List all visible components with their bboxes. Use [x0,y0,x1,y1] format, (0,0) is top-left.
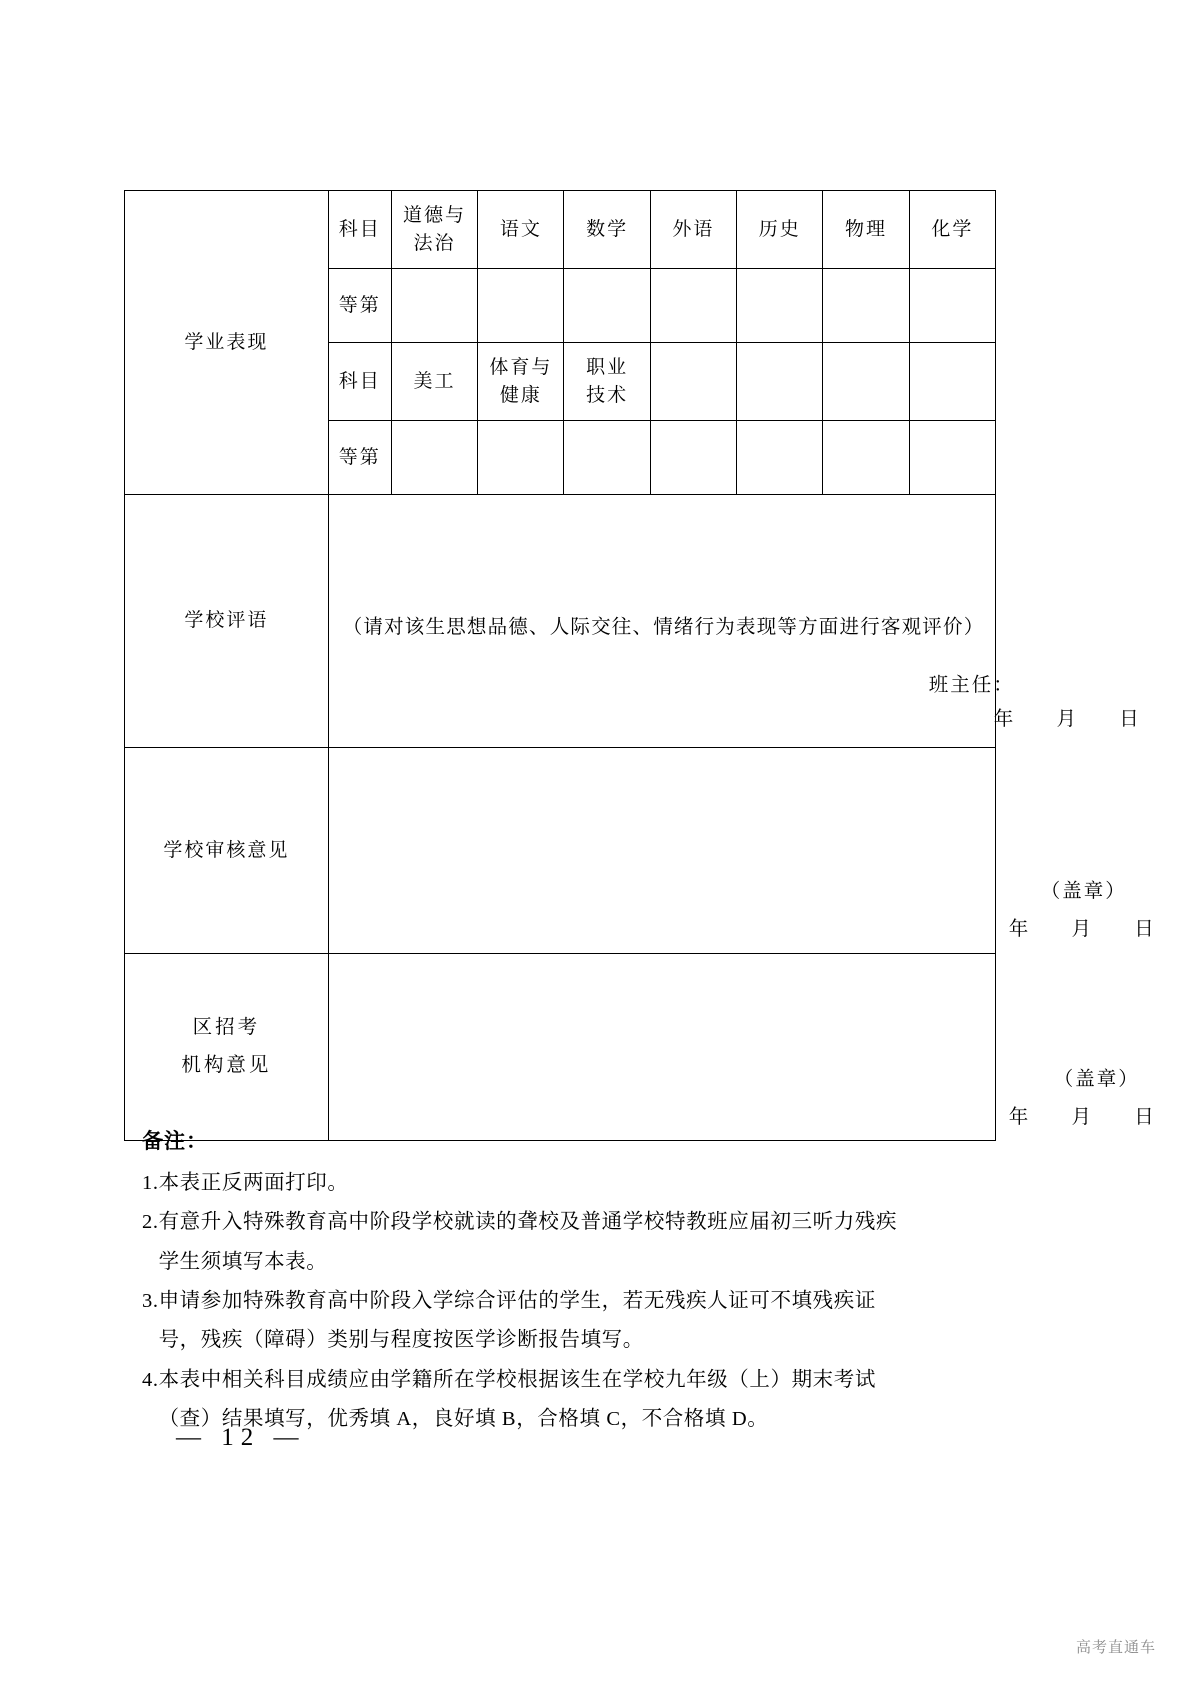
note-number-2: 2. [142,1211,159,1234]
subject-blank-4 [909,343,995,421]
student-evaluation-form [124,190,1156,1141]
grade-cell-fine-arts[interactable] [391,421,477,495]
subject-blank-2 [737,343,823,421]
grade-cell-blank-3[interactable] [823,421,909,495]
grade-cell-blank-1[interactable] [650,421,736,495]
grade-cell-physics[interactable] [823,269,909,343]
page-number: — 12 — [176,1424,306,1451]
grade-cell-math[interactable] [564,269,650,343]
note-line-4-1: 本表中相关科目成绩应由学籍所在学校根据该生在学校九年级（上）期末考试 [158,1368,876,1391]
note-number-1: 1. [142,1171,159,1194]
subject-math: 数学 [564,191,650,269]
school-review-row [125,748,996,954]
school-comment-label: 学校评语 [125,495,329,748]
note-line-4-2: （查）结果填写，优秀填 A，良好填 B，合格填 C，不合格填 D。 [158,1408,769,1431]
grade-cell-vocational-tech[interactable] [564,421,650,495]
grade-cell-foreign-language[interactable] [650,269,736,343]
academic-section-label: 学业表现 [125,191,329,495]
subject-vocational-tech: 职业 技术 [564,343,650,421]
district-office-seal-label: （盖章） [1053,1069,1140,1090]
district-office-date-line: 年 月 日 [1008,1107,1156,1128]
grade-cell-moral-law[interactable] [391,269,477,343]
district-office-body[interactable] [328,954,1156,1141]
grade-cell-blank-4[interactable] [909,421,995,495]
subject-chemistry: 化学 [909,191,995,269]
subject-moral-law: 道德与 法治 [391,191,477,269]
school-review-seal-label: （盖章） [1040,881,1127,902]
academic-subject-header-row [125,191,996,269]
homeroom-teacher-signature-label: 班主任： [928,675,1015,696]
school-review-body[interactable] [328,748,1156,954]
subject-physics: 物理 [823,191,909,269]
academic-row2-kind: 等第 [328,269,391,343]
note-number-3: 3. [142,1289,159,1312]
grade-cell-history[interactable] [737,269,823,343]
academic-row4-kind: 等第 [328,421,391,495]
watermark: 高考直通车 [1075,1638,1156,1656]
school-comment-instruction: （请对该生思想品德、人际交往、情绪行为表现等方面进行客观评价） [342,616,985,638]
note-line-1-1: 本表正反两面打印。 [158,1171,349,1194]
subject-pe-health: 体育与 健康 [478,343,564,421]
academic-row3-kind: 科目 [328,343,391,421]
academic-row1-kind: 科目 [328,191,391,269]
grade-cell-pe-health[interactable] [478,421,564,495]
subject-fine-arts: 美工 [391,343,477,421]
note-number-4: 4. [142,1368,159,1391]
school-comment-body[interactable] [328,495,1141,748]
grade-cell-chemistry[interactable] [909,269,995,343]
note-item-1 [142,1164,1042,1203]
subject-chinese: 语文 [478,191,564,269]
school-comment-date-line: 年 月 日 [993,709,1141,730]
note-line-2-2: 学生须填写本表。 [158,1250,328,1273]
subject-blank-3 [823,343,909,421]
grade-cell-blank-2[interactable] [737,421,823,495]
district-office-label-line1: 区招考 [192,1016,261,1038]
school-comment-row [125,495,996,748]
note-line-3-1: 申请参加特殊教育高中阶段入学综合评估的学生，若无残疾人证可不填残疾证 [158,1289,876,1312]
note-text-1 [159,1164,1042,1203]
notes-section [142,1122,1042,1439]
subject-history: 历史 [737,191,823,269]
grade-cell-chinese[interactable] [478,269,564,343]
district-office-label [125,954,329,1141]
school-review-date-line: 年 月 日 [1008,919,1156,940]
subject-blank-1 [650,343,736,421]
note-item-3 [142,1282,1042,1361]
district-office-label-line2: 机构意见 [181,1055,272,1076]
note-item-2 [142,1203,1042,1282]
subject-foreign-language: 外语 [650,191,736,269]
notes-title: 备注： [142,1129,208,1153]
note-line-3-2: 号，残疾（障碍）类别与程度按医学诊断报告填写。 [158,1329,644,1352]
note-text-2 [159,1203,1042,1282]
district-office-row [125,954,996,1141]
note-text-3 [159,1282,1042,1361]
school-review-label: 学校审核意见 [125,748,329,954]
note-line-2-1: 有意升入特殊教育高中阶段学校就读的聋校及普通学校特教班应届初三听力残疾 [158,1211,898,1234]
